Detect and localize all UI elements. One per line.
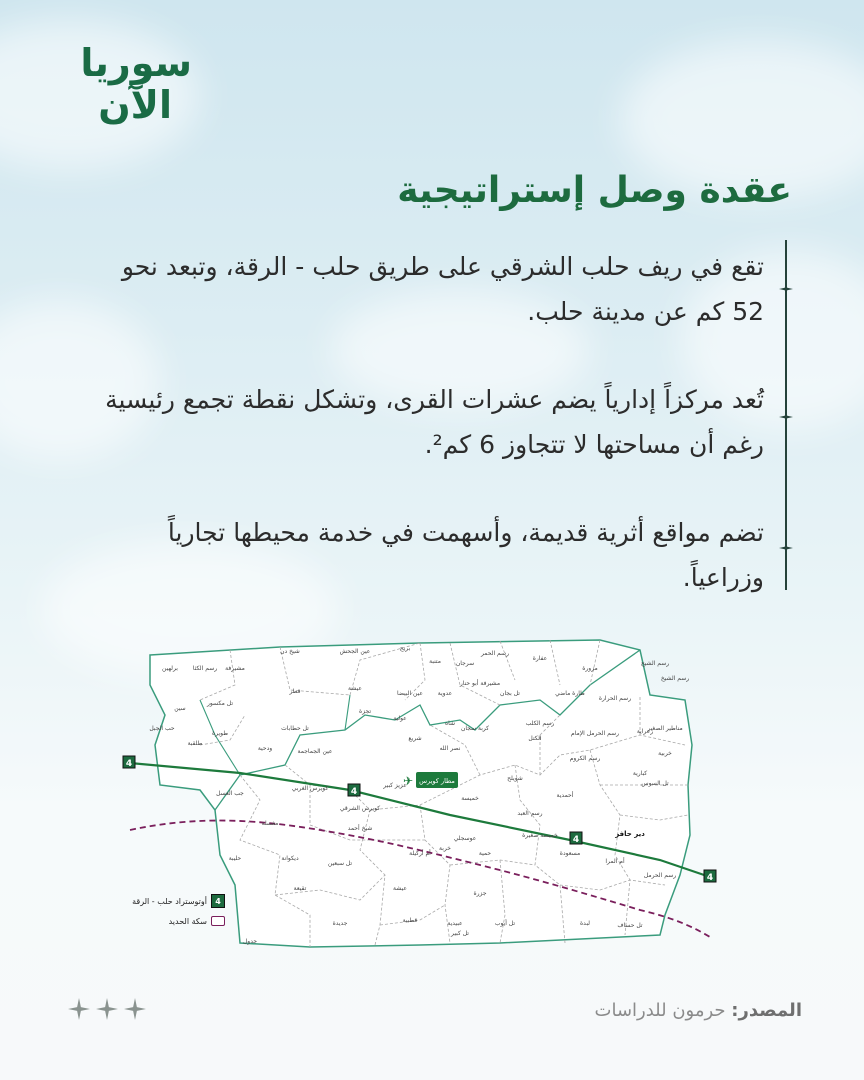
village-label: حليبة xyxy=(228,855,242,862)
village-label: رسم العبد xyxy=(517,810,543,817)
paragraph-location: تقع في ريف حلب الشرقي على طريق حلب - الرقة، وتبعد نحو 52 كم عن مدينة حلب. xyxy=(121,252,764,326)
village-label: رسم الحرمل الإمام xyxy=(570,730,620,737)
village-label: تل بجان xyxy=(500,690,520,697)
village-label: عوسجلي xyxy=(453,835,477,842)
village-label: أم المرا xyxy=(605,858,625,865)
village-label: عيشة xyxy=(393,885,407,892)
village-label: تل السوس xyxy=(641,780,669,787)
village-label: خميسة صغيرة xyxy=(522,832,558,839)
village-label: نصر الله xyxy=(439,745,461,752)
village-label: لبدة xyxy=(580,920,590,927)
airplane-icon: ✈ xyxy=(402,774,414,788)
village-label: شويلح xyxy=(507,775,523,782)
svg-text:4: 4 xyxy=(125,759,133,769)
village-label: شاه xyxy=(445,720,455,727)
village-label: متنبة xyxy=(429,658,441,665)
village-label: الكتل xyxy=(528,735,542,742)
village-label: عين البيضا xyxy=(396,690,424,697)
svg-text:مطار كويرس: مطار كويرس xyxy=(419,777,455,785)
village-label: شيخ أحمد xyxy=(347,825,373,832)
village-label: عولية xyxy=(393,715,407,722)
logo-line-1: سوريا xyxy=(80,41,192,85)
village-label: تقيعة xyxy=(293,885,307,892)
village-label: عين الجماجمة xyxy=(297,748,333,755)
village-label: رسم الكلب xyxy=(525,720,555,727)
village-label: مسعودة xyxy=(559,850,581,857)
village-label: أحمدية xyxy=(556,792,574,799)
legend-label: سكة الحديد xyxy=(168,916,207,926)
village-label: رسم الشيخ xyxy=(660,675,690,682)
highway-badge xyxy=(348,784,360,797)
village-label: جب العسل xyxy=(216,790,244,797)
village-label: طلقبة xyxy=(187,740,203,747)
sparkle-icon xyxy=(124,998,146,1020)
village-label: كربة سجان xyxy=(460,725,490,732)
village-label: مناطير الصغير xyxy=(647,725,683,732)
village-label: طويرة xyxy=(212,730,228,737)
highway-badge: 4 xyxy=(211,894,225,908)
sparkle-icon xyxy=(96,998,118,1020)
village-label: ديكوانة xyxy=(281,855,299,862)
airport-marker xyxy=(403,772,458,788)
village-label: عفارة xyxy=(532,655,548,662)
village-label: شريع xyxy=(408,735,422,742)
sparkle-icon xyxy=(68,998,90,1020)
village-label: رسم الحمر xyxy=(481,650,509,657)
source-credit xyxy=(595,1000,802,1021)
logo-line-2: الآن xyxy=(98,83,172,127)
village-label: كويرس الغربي xyxy=(291,785,329,792)
village-label: تجزة xyxy=(359,708,371,715)
village-label: طارة ماضي xyxy=(555,690,585,697)
village-label: خربية xyxy=(658,750,672,757)
brand-logo xyxy=(62,40,192,135)
main-content xyxy=(104,244,764,643)
village-label: خميسة xyxy=(461,795,479,802)
village-label: مشيرفة أبو حنار xyxy=(459,680,501,687)
village-label: تل سبعين xyxy=(327,860,353,867)
svg-text:4: 4 xyxy=(572,835,580,845)
village-label: زعراية xyxy=(636,728,654,735)
map-legend xyxy=(115,891,225,931)
village-label: كبارية xyxy=(632,770,648,777)
source-label: المصدر: xyxy=(731,1000,802,1021)
village-label: شيخ دن xyxy=(280,648,300,655)
village-label: عدوية xyxy=(437,690,453,697)
highway-badge xyxy=(704,870,716,883)
legend-item-highway xyxy=(115,891,225,911)
city-label: دير حافر xyxy=(615,830,645,838)
village-label: ودحية xyxy=(257,745,273,752)
svg-text:4: 4 xyxy=(706,873,714,883)
village-label: حب الجبل xyxy=(149,725,175,732)
village-label: بريج xyxy=(399,645,411,652)
village-label: مشيرفة xyxy=(225,665,245,672)
village-label: أم أركيلة xyxy=(409,850,431,857)
village-label: رسم الكثا xyxy=(192,665,218,672)
village-label: عبيدية xyxy=(447,920,463,927)
highway-badge xyxy=(123,756,135,769)
village-label: قطر xyxy=(289,688,301,695)
village-label: تل كبير xyxy=(451,930,469,937)
village-label: خربة xyxy=(439,845,451,852)
village-label: قطبية xyxy=(402,917,418,924)
village-label: سرجان xyxy=(455,660,475,667)
village-label: تل مكسور xyxy=(207,700,233,707)
village-label: عيشة xyxy=(348,685,362,692)
highway-badge xyxy=(570,832,582,845)
village-label: تل حطابات xyxy=(281,725,309,732)
sparkle-icon xyxy=(779,282,793,296)
village-label: رسم الكروم xyxy=(569,755,601,762)
sparkle-icon xyxy=(779,410,793,424)
village-label: عزيز كبير xyxy=(383,782,407,789)
village-label: حمية xyxy=(478,850,492,857)
decorative-stars xyxy=(68,998,146,1020)
village-label: رسم الحرارة xyxy=(598,695,632,702)
legend-item-railway xyxy=(115,911,225,931)
village-label: تل حساف xyxy=(617,922,643,929)
legend-label: أوتوستراد حلب - الرقة xyxy=(132,896,207,906)
village-label: برلهين xyxy=(162,665,178,672)
village-label: تل أيوب xyxy=(494,920,516,927)
paragraph-admin: تُعد مركزاً إدارياً يضم عشرات القرى، وتشكل نقطة تجمع رئيسية رغم أن مساحتها لا تتجاوز 6 كم². xyxy=(105,385,764,459)
sparkle-icon xyxy=(779,541,793,555)
village-label: جزرة xyxy=(473,890,487,897)
paragraph-heritage: تضم مواقع أثرية قديمة، وأسهمت في خدمة محيطها تجارياً وزراعياً. xyxy=(167,518,764,592)
village-label: كويرس الشرقي xyxy=(339,805,381,812)
village-label: مزورة xyxy=(582,665,598,672)
source-value: حرمون للدراسات xyxy=(594,1000,726,1021)
village-label: سين xyxy=(174,705,186,712)
village-label: عين الجحش xyxy=(339,648,371,655)
svg-text:4: 4 xyxy=(350,787,358,797)
page-title: عقدة وصل إستراتيجية xyxy=(397,170,792,211)
village-label: جدول xyxy=(242,938,258,945)
village-label: مغسلة xyxy=(261,820,279,827)
village-label: رسم الشيح xyxy=(640,660,670,667)
village-label: رسم الحرمل xyxy=(643,872,677,879)
railway-swatch xyxy=(211,916,225,926)
village-label: جديدة xyxy=(332,920,348,927)
